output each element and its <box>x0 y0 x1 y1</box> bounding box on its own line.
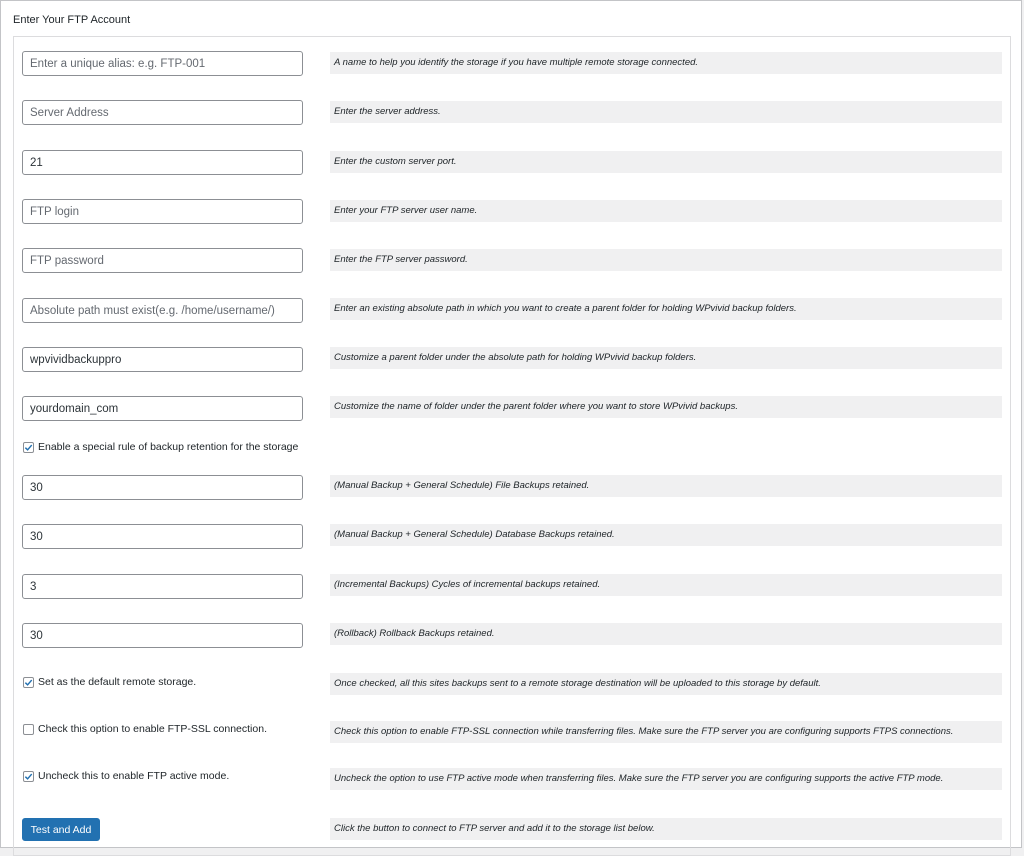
ftp-login-description: Enter your FTP server user name. <box>330 200 1002 222</box>
db-backups-description: (Manual Backup + General Schedule) Database Backups retained. <box>330 524 1002 546</box>
ftp-ssl-description: Check this option to enable FTP-SSL connection while transferring files. Make sure the FTP server you are configuring supports FTPS connections. <box>330 721 1002 743</box>
active-mode-description: Uncheck the option to use FTP active mode when transferring files. Make sure the FTP server you are configuring supports the active FTP mode. <box>330 768 1002 790</box>
alias-description: A name to help you identify the storage if you have multiple remote storage connected. <box>330 52 1002 74</box>
child-folder-description: Customize the name of folder under the parent folder where you want to store WPvivid backups. <box>330 396 1002 418</box>
retention-checkbox[interactable] <box>23 442 34 453</box>
retention-checkbox-label: Enable a special rule of backup retention for the storage <box>38 441 299 453</box>
test-and-add-description: Click the button to connect to FTP server and add it to the storage list below. <box>330 818 1002 840</box>
ftp-password-description: Enter the FTP server password. <box>330 249 1002 271</box>
checkmark-icon <box>24 678 33 687</box>
active-mode-label: Uncheck this to enable FTP active mode. <box>38 770 230 782</box>
rollback-backups-input[interactable] <box>22 623 303 648</box>
parent-folder-input[interactable] <box>22 347 303 372</box>
retention-checkbox-row[interactable] <box>23 441 298 453</box>
db-backups-retained-input[interactable] <box>22 524 303 549</box>
checkmark-icon <box>24 443 33 452</box>
server-address-description: Enter the server address. <box>330 101 1002 123</box>
checkmark-icon <box>24 772 33 781</box>
incremental-cycles-input[interactable] <box>22 574 303 599</box>
incremental-description: (Incremental Backups) Cycles of incremental backups retained. <box>330 574 1002 596</box>
absolute-path-input[interactable] <box>22 298 303 323</box>
active-mode-checkbox-row[interactable] <box>23 770 229 782</box>
ftp-password-input[interactable] <box>22 248 303 273</box>
alias-input[interactable] <box>22 51 303 76</box>
default-storage-label: Set as the default remote storage. <box>38 676 197 688</box>
rollback-description: (Rollback) Rollback Backups retained. <box>330 623 1002 645</box>
file-backups-retained-input[interactable] <box>22 475 303 500</box>
default-storage-checkbox-row[interactable] <box>23 676 196 688</box>
ftp-login-input[interactable] <box>22 199 303 224</box>
server-address-input[interactable] <box>22 100 303 125</box>
test-and-add-button[interactable]: Test and Add <box>22 818 100 841</box>
ftp-ssl-checkbox[interactable] <box>23 724 34 735</box>
default-storage-checkbox[interactable] <box>23 677 34 688</box>
ftp-ssl-label: Check this option to enable FTP-SSL connection. <box>38 723 267 735</box>
parent-folder-description: Customize a parent folder under the absolute path for holding WPvivid backup folders. <box>330 347 1002 369</box>
port-input[interactable] <box>22 150 303 175</box>
child-folder-input[interactable] <box>22 396 303 421</box>
absolute-path-description: Enter an existing absolute path in which you want to create a parent folder for holding WPvivid backup folders. <box>330 298 1002 320</box>
panel-title: Enter Your FTP Account <box>13 14 131 26</box>
file-backups-description: (Manual Backup + General Schedule) File Backups retained. <box>330 475 1002 497</box>
active-mode-checkbox[interactable] <box>23 771 34 782</box>
default-storage-description: Once checked, all this sites backups sent to a remote storage destination will be uploaded to this storage by default. <box>330 673 1002 695</box>
port-description: Enter the custom server port. <box>330 151 1002 173</box>
ftp-ssl-checkbox-row[interactable] <box>23 723 267 735</box>
